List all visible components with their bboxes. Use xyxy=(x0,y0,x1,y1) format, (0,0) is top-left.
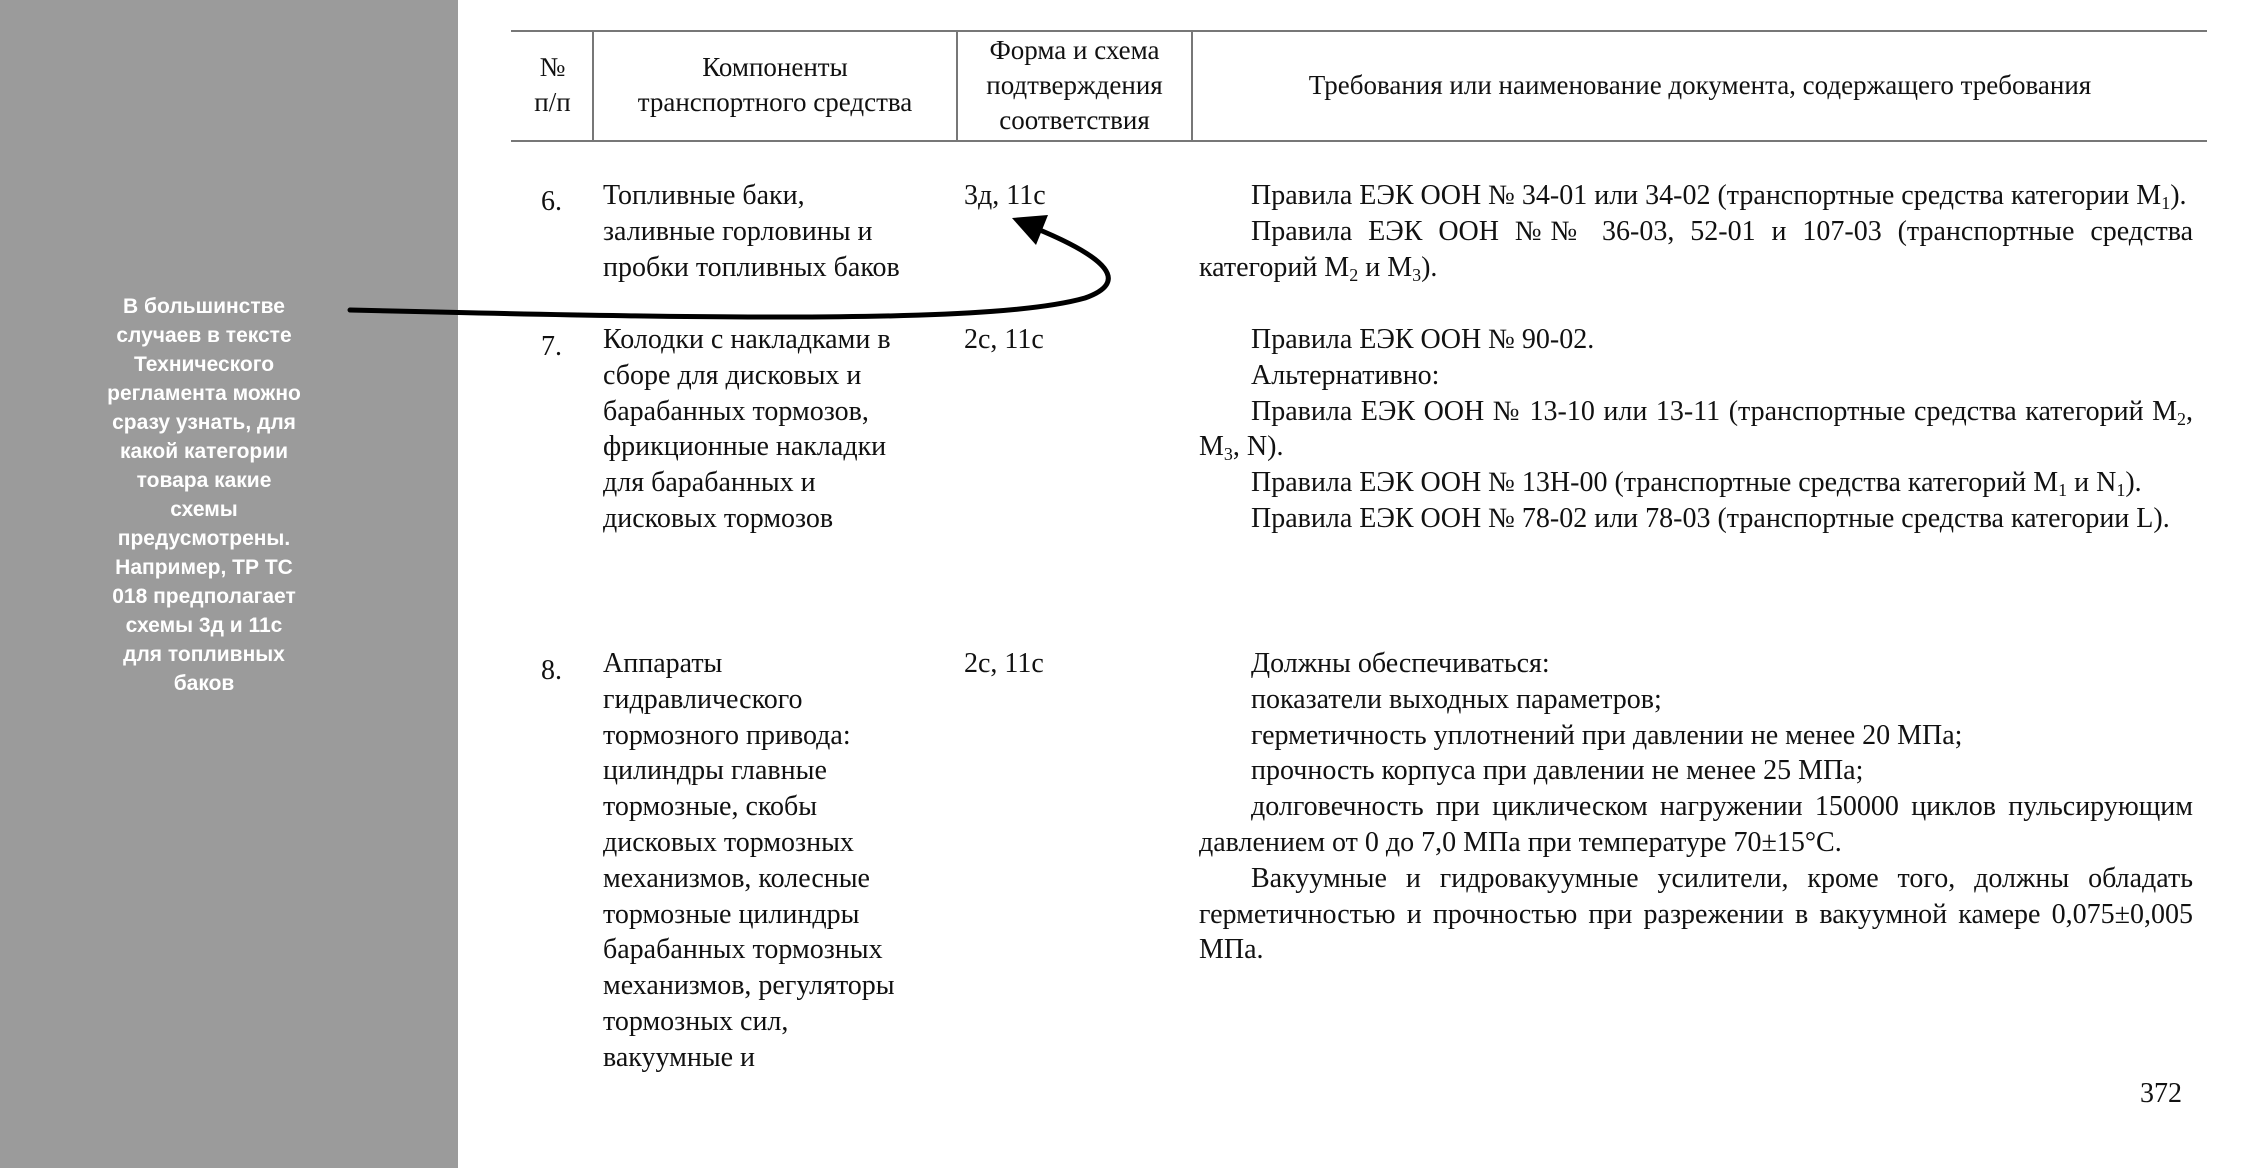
row-components: Аппараты гидравлического тормозного привода: цилиндры главные тормозные, скобы дисковых тормозных механизмов, колесные тормозные цилиндры барабанных тормозных механизмов, регуляторы тормозных сил, вакуумные и xyxy=(603,648,895,1073)
row-requirements xyxy=(1199,646,2193,968)
requirement-paragraph: показатели выходных параметров; xyxy=(1251,683,1662,715)
arrow-head xyxy=(1012,215,1048,245)
requirement-paragraph: Правила ЕЭК ООН №№ 36-03, 52-01 и 107-03 (транспортные средства категорий $М_2$ и $М_3$). xyxy=(1199,215,2193,285)
requirement-paragraph: Правила ЕЭК ООН № 13Н-00 (транспортные средства категорий $М_1$ и $N_1$). xyxy=(1251,467,2142,501)
row-requirements xyxy=(1199,178,2193,285)
row-number: 6. xyxy=(541,186,562,217)
requirement-paragraph: Вакуумные и гидровакуумные усилители, кроме того, должны обладать герметичностью и прочностью при разрежении в вакуумной камере 0,075±0,005 МПа. xyxy=(1199,862,2193,966)
header-requirements: Требования или наименование документа, содержащего требования xyxy=(1308,69,2092,100)
row-components: Топливные баки, заливные горловины и пробки топливных баков xyxy=(603,180,900,283)
requirement-paragraph: Правила ЕЭК ООН № 78-02 или 78-03 (транспортные средства категории L). xyxy=(1251,502,2170,534)
row-scheme: 2с, 11с xyxy=(964,648,1044,679)
row-scheme: 2с, 11с xyxy=(964,324,1044,355)
requirement-paragraph: герметичность уплотнений при давлении не менее 20 МПа; xyxy=(1251,719,1963,751)
requirement-paragraph: Альтернативно: xyxy=(1251,359,1440,391)
row-number: 8. xyxy=(541,655,562,686)
header-scheme: Форма и схема подтверждения соответствия xyxy=(986,34,1163,135)
header-number: № п/п xyxy=(534,52,571,117)
requirement-paragraph: Должны обеспечиваться: xyxy=(1251,648,1550,679)
page-number: 372 xyxy=(2140,1078,2182,1109)
annotation-sidebar xyxy=(0,0,458,1168)
row-components: Колодки с накладками в сборе для дисковых и барабанных тормозов, фрикционные накладки для барабанных и дисковых тормозов xyxy=(603,324,891,534)
annotation-note: В большинстве случаев в тексте Технического регламента можно сразу узнать, для какой категории товара какие схемы предусмотрены. Например, ТР ТС 018 предполагает схемы 3д и 11с для топливных баков xyxy=(107,295,301,695)
header-components: Компоненты транспортного средства xyxy=(637,52,913,117)
table-header-bottom-rule xyxy=(511,140,2207,142)
row-number: 7. xyxy=(541,331,562,362)
requirement-paragraph: прочность корпуса при давлении не менее 25 МПа; xyxy=(1251,755,1864,787)
row-requirements xyxy=(1199,322,2193,537)
requirement-paragraph: долговечность при циклическом нагружении 150000 циклов пульсирующим давлением от 0 до 7,0 МПа при температуре 70±15°С. xyxy=(1199,791,2193,858)
requirement-paragraph: Правила ЕЭК ООН № 13-10 или 13-11 (транспортные средства категорий $М_2$, $М_3$, N). xyxy=(1199,395,2193,465)
requirement-paragraph: Правила ЕЭК ООН № 34-01 или 34-02 (транспортные средства категории $М_1$). xyxy=(1251,180,2187,213)
requirement-paragraph: Правила ЕЭК ООН № 90-02. xyxy=(1251,324,1595,355)
row-scheme: 3д, 11с xyxy=(964,180,1046,211)
